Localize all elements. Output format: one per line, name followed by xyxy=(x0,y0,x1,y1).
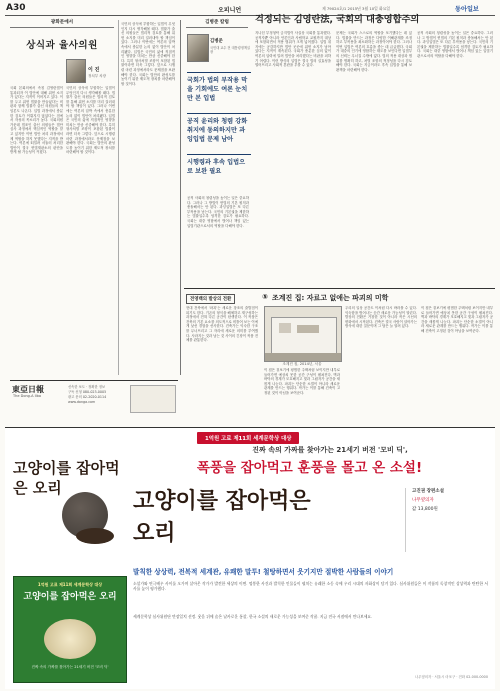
ad-price: 값 13,800원 xyxy=(412,507,438,512)
col-divider xyxy=(180,20,181,375)
column-title: 상식과 율사의원 xyxy=(26,40,98,51)
book-cover xyxy=(13,576,127,683)
subhead: 시행령과 후속 입법으로 보완 필요 xyxy=(187,154,251,176)
subheads xyxy=(187,72,251,176)
series-body: 현대 건축에서 '파괴'는 새로운 창조의 출발점이 되기도 한다. 기존의 형식을 해체하고 재구성하는 과정에서 전혀 다른 공간이 탄생한다. 이 작품은 건축의 기본 요소를 의도적으로 비틀어 보는 이에게 낯선 경험을 선사한다. 건축가는 익숙한 구조를 무너뜨리고 그 자리에 새로운 의미를 부여했다. 사라지는 것과 남는 것 사이의 긴장이 작품 전체를 관통한다. xyxy=(186,306,258,343)
info-box xyxy=(130,385,176,413)
building-photo xyxy=(264,306,342,362)
cover-illustration xyxy=(44,619,96,659)
series-body-2: 이 집은 겉보기에 평범한 주택처럼 보이지만 내부로 들어가면 예상치 못한 공간 구성이 펼쳐진다. 벽과 바닥의 경계가 모호해지고 빛과 그림자가 공간을 새롭게 나눈다. 파괴는 단순한 소멸이 아니라 새로운 관계를 만드는 행위다. 작가는 이를 통해 건축이 고정된 것이 아님을 보여준다. xyxy=(264,368,340,395)
date-line: 제 79024호/1 2015년 3월 10일 화요일 xyxy=(322,6,391,11)
ad-tagline: 진짜 속의 가짜를 찾아가는 21세기 버전 '모비 딕', xyxy=(252,446,408,454)
series-tag-box xyxy=(186,294,235,304)
ad-body-2: 세계문학상 심사위원단 만장일치 선정. 웃음 뒤에 숨은 날카로운 통찰, 한국 소설의 새로운 가능성을 보여준 작품. 지금 전국 서점에서 만나보세요. xyxy=(133,614,373,619)
author-role: 정치부 차장 xyxy=(88,74,107,78)
series-number: ⑤ xyxy=(262,293,268,301)
subhead: 국회가 법의 부작용 막을 기회에도 여론 눈치만 본 입법 xyxy=(187,72,251,103)
ad-title-art xyxy=(10,452,125,556)
ad-headline: 폭풍을 잡아먹고 훈풍을 몰고 온 소설! xyxy=(196,460,423,476)
publisher-info-box xyxy=(10,380,178,421)
cover-subtitle: 진짜 속의 가짜를 찾아가는 21세기 버전 '모비 딕' xyxy=(31,665,109,669)
column-right-tag-box xyxy=(186,19,248,28)
author-name: 이 진 xyxy=(88,67,100,73)
publisher-name: 東亞日報 xyxy=(12,385,44,394)
ad-author: 고진권 장편소설 xyxy=(412,489,444,494)
column-body-2: 문제는 국회가 스스로의 역할을 포기했다는 데 있다. 법률을 만드는 과정은 다양한 이해관계를 조정하고 부작용을 최소화하는 과정이어야 한다. 그러나 이번 입법은 여론의 흐름을 좇는 데 급급했다. 국회가 대중의 인기에 영합하는 태도를 보인다면 입법부의 신뢰는 무너질 수밖에 없다. 법의 적용 대상과 범위를 명확히 하고, 처벌 조항의 적정성을 다시 검토해야 한다. 국회는 지금이라도 후속 입법을 통해 보완책을 마련해야 한다. xyxy=(336,31,412,72)
series-title: 조계진 집: 자료고 없애는 파괴의 미학 xyxy=(272,294,389,302)
column-body: 국회 본회의에서 속칭 김영란법이 통과되자 이 법안에 대해 위헌 소지가 있다는 지적이 이어지고 있다. 이를 두고 위헌 법률을 만들었다는 비판과 함께 법률가 출신 의원들의 책임론도 나온다. 입법 과정에서 충분한 검토가 이뤄지지 않았다는 점에서 자성의 목소리가 높다. 국회의원 가운데 법조인 출신 의원들은 법안 심사 과정에서 핵심적인 역할을 맡고 있지만 이번 법안 처리 과정에서 제 역할을 하지 못했다는 지적을 받는다. 여론에 떠밀려 서둘러 처리한 법안이 결국 헌법재판소의 판단을 받게 될 가능성이 커졌다. xyxy=(10,86,63,155)
photo-caption: 조계진 집, 2014년, 서울 xyxy=(282,362,322,366)
ad-publisher: 나무옆의자 xyxy=(412,498,434,503)
column-left xyxy=(10,19,114,51)
newspaper-logo: 동아일보 xyxy=(455,6,479,13)
cover-award: 1억원 고료 제11회 세계문학상 대상 xyxy=(37,582,103,587)
publisher-contacts: 신속한 보도 · 정확한 정보 구독 신청 080-023-0005 광고 문의 02-2020-0114 www.donga.com xyxy=(68,385,107,404)
column-body: 지나친 부정청탁 금지법이 사실상 국회를 통과했다. 공직자뿐 아니라 언론인과 사립학교 교원까지 대상에 포함되면서 적용 범위가 크게 넓어졌다. 입법 취지에는 공감하지만 법안 곳곳에 위헌 소지가 남아 있다는 지적이 계속된다. 국회가 충분한 심의 없이 여론의 압력에 밀려 법안을 처리했다는 비판을 피하기 어렵다. 이런 방식의 입법은 결국 법의 실효성을 떨어뜨리고 사회적 혼란을 부를 수 있다. xyxy=(255,31,331,68)
ad-banner: 1억원 고료 제11회 세계문학상 대상 xyxy=(197,432,299,444)
cover-title: 고양이를 잡아먹은 오리 xyxy=(23,592,117,602)
page-number: A30 xyxy=(6,3,26,13)
author-name: 김병준 xyxy=(210,39,223,44)
column-tag: 김병준 칼럼 xyxy=(186,19,248,28)
subhead: 공직 윤리와 청렴 강화 취지에 동의하지만 과잉입법 문제 남아 xyxy=(187,113,251,144)
ad-hero-title: 고양이를 잡아먹은 오리 xyxy=(133,489,311,546)
ad-book-title: 고양이를 잡아먹은 오리 xyxy=(13,459,120,497)
ad-praise: 발칙한 상상력, 전복적 세계관, 유쾌한 말투! 철탕하면서 웃기지만 절박한 사람들의 이야기 xyxy=(133,568,394,576)
column-tag: 광화문에서 xyxy=(10,19,114,28)
author-role: 국민대 교수 전 대통령정책실장 xyxy=(210,46,250,55)
author-photo xyxy=(187,34,209,62)
column-title: 걱정되는 김영란法, 국회의 대충영합주의 xyxy=(255,14,420,25)
series-tag: 전영백의 발상의 전환 xyxy=(186,294,235,304)
column-body-2: 국민의 상식에 부합하는 입법이 무엇인지 다시 생각해볼 때다. 법률가 출신 의원들은 법리적 검토를 통해 위헌 소지를 미리 걸러내야 할 책임이 있다. 그러나 이번에는 여론의 압박 속에서 충분한 논의 없이 법안이 처리됐다. 입법은 국민의 삶에 직접적인 영향을 미치는 만큼 신중해야 한다. 특히 형사처벌 조항이 포함된 법률이라면 더욱 그렇다. 앞으로 시행령 마련 과정에서라도 문제점을 보완해야 한다. 국회는 법안의 완성도를 높이기 위한 제도적 장치를 마련해야 할 것이다. xyxy=(66,86,115,155)
column-body-lead: 공직 사회의 청렴성을 높이는 일은 중요하다. 그러나 그 방법이 헌법의 기본 원칙과 충돌해서는 안 된다. 과잉입법은 또 다른 부작용을 낳는다. 국민의 기본권을 제한하는 법률일수록 엄격한 검토가 필요하다. 국회는 대중 영합에서 벗어나 책임 있는 입법기관으로서의 역할을 다해야 한다. xyxy=(187,196,249,228)
book-advertisement xyxy=(5,427,495,689)
series-body-3: 우리의 일상 공간도 이처럼 다시 바라볼 수 있다. 익숙함을 벗어나는 순간 새로운 가능성이 열린다. 발상의 전환은 거창한 것이 아니라 작은 시선의 변화에서 시작된다. 건축은 결국 사람이 살아가는 방식에 대한 질문이며 그 답은 늘 열려 있다. xyxy=(345,306,417,329)
ad-body: 소설가와 연극배우 사이를 오가며 살아온 작가가 발견한 세상의 이면. 엉뚱한 사건과 발칙한 인물들이 펼치는 유쾌한 소동 속에 우리 시대의 자화상이 담겨 있다. 심사위원들은 이 작품의 독창적인 상상력과 탄탄한 서사를 높이 평가했다. xyxy=(133,581,488,591)
section-title: 오피니언 xyxy=(218,7,242,14)
ad-hero xyxy=(133,486,398,558)
column-body-3: 국민의 상식에 부합하는 입법이 무엇인지 다시 생각해볼 때다. 법률가 출신 의원들은 법리적 검토를 통해 위헌 소지를 미리 걸러내야 할 책임이 있다. 그러나 이번에는 여론의 압박 속에서 충분한 논의 없이 법안이 처리됐다. 입법은 국민의 삶에 직접적인 영향을 미치는 만큼 신중해야 한다. 특히 형사처벌 조항이 포함된 법률이라면 더욱 그렇다. 앞으로 시행령 마련 과정에서라도 문제점을 보완해야 한다. 국회는 법안의 완성도를 높이기 위한 제도적 장치를 마련해야 할 것이다. xyxy=(121,22,175,86)
ad-footer: 나무옆의자 · 서울시 마포구 · 전화 02-000-0000 xyxy=(414,675,488,679)
section-rule xyxy=(184,288,495,289)
series-body-4: 이 집은 겉보기에 평범한 주택처럼 보이지만 내부로 들어가면 예상치 못한 공간 구성이 펼쳐진다. 벽과 바닥의 경계가 모호해지고 빛과 그림자가 공간을 새롭게 나눈다. 파괴는 단순한 소멸이 아니라 새로운 관계를 만드는 행위다. 작가는 이를 통해 건축이 고정된 것이 아님을 보여준다. xyxy=(421,306,493,333)
author-photo xyxy=(66,59,86,83)
publisher-name-en: The Dong-A Ilbo xyxy=(13,394,41,398)
column-body-3: 공직 사회의 청렴성을 높이는 일은 중요하다. 그러나 그 방법이 헌법의 기본 원칙과 충돌해서는 안 된다. 과잉입법은 또 다른 부작용을 낳는다. 국민의 기본권을 제한하는 법률일수록 엄격한 검토가 필요하다. 국회는 대중 영합에서 벗어나 책임 있는 입법기관으로서의 역할을 다해야 한다. xyxy=(417,31,493,58)
ad-book-info xyxy=(405,488,492,552)
duck-icon xyxy=(76,528,114,544)
